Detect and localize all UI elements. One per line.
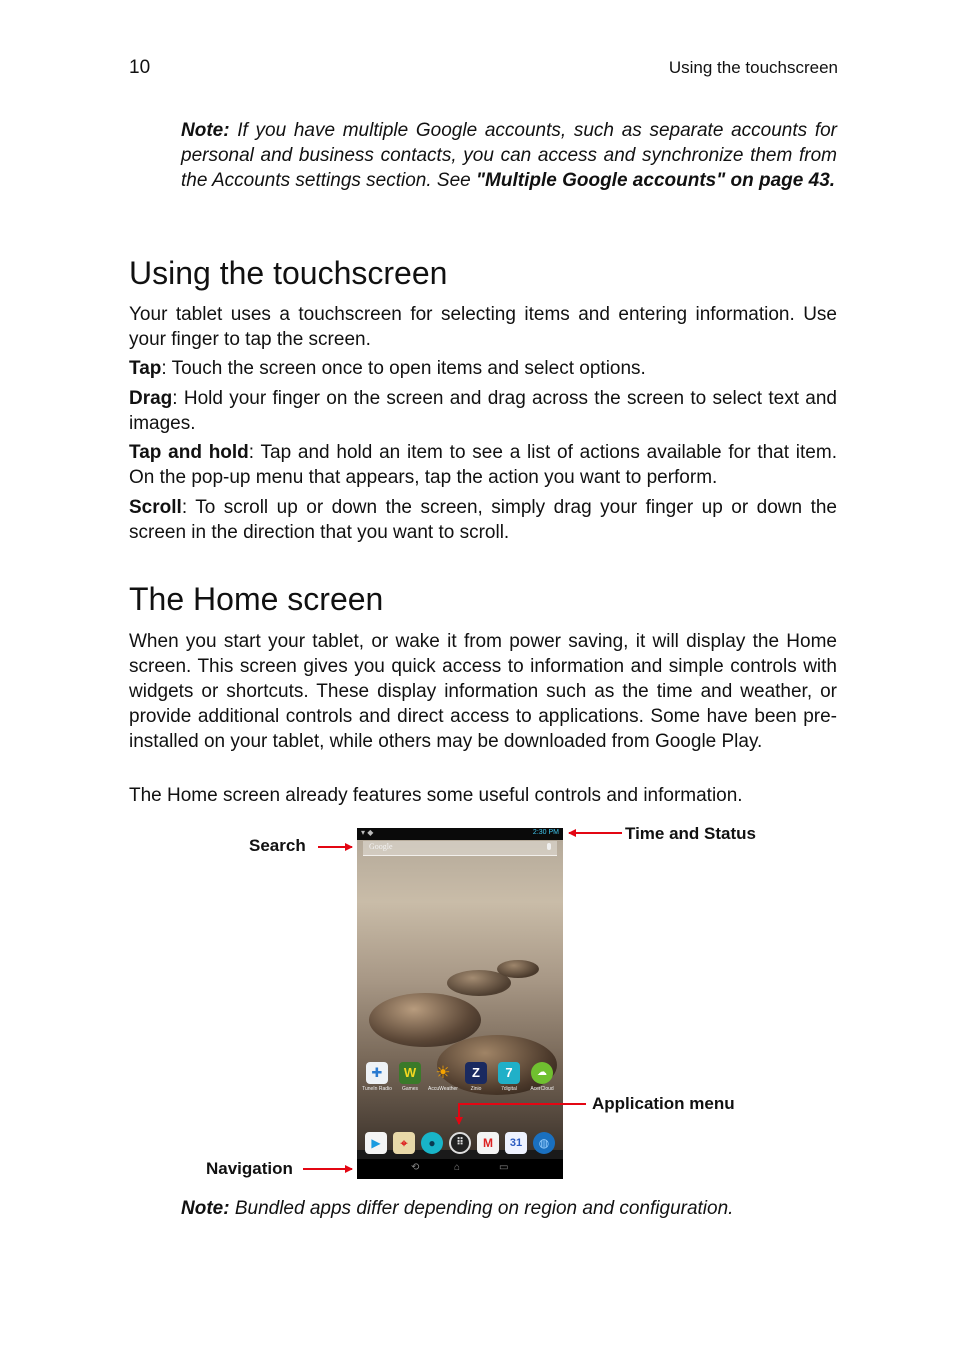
notification-icon: ▾ ◆ [361, 828, 374, 837]
note-label: Note: [181, 120, 230, 141]
cloud-icon: ☁ [531, 1062, 553, 1084]
term-drag: Drag [129, 388, 173, 409]
recent-apps-icon[interactable]: ▭ [499, 1162, 509, 1173]
play-store-icon[interactable]: ▶ [365, 1132, 387, 1154]
note-text: If you have multiple Google accounts, such as separate accounts for personal and business contacts, you can access and synchronize them from the Accounts settings section. See [181, 120, 837, 191]
note-label: Note: [181, 1198, 230, 1219]
label-search: Search [249, 836, 306, 855]
note-reference: "Multiple Google accounts" on page 43 [476, 170, 830, 191]
app-label: Zinio [470, 1086, 482, 1092]
home-screen-description: When you start your tablet, or wake it from power saving, it will display the Home screen. This screen gives you quick access to information and simple controls with widgets or shortcuts. These display information such as the time and weather, or provide additional controls and direct access to applications. Some have been pre-installed on your tablet, while others may be downloaded from Google Play. [129, 631, 837, 752]
label-navigation: Navigation [206, 1159, 293, 1178]
app-label: Games [401, 1086, 419, 1092]
tunein-icon: ✚ [366, 1062, 388, 1084]
note-text: Bundled apps differ depending on region and configuration. [229, 1198, 734, 1219]
desc-tap-and-hold: : Tap and hold an item to see a list of actions available for that item. On the pop-up menu that appears, tap the action you want to perform. [129, 442, 837, 488]
label-time-and-status: Time and Status [625, 824, 756, 843]
app-label: AcerCloud [530, 1086, 554, 1092]
app-label: 7digital [501, 1086, 517, 1092]
term-scroll: Scroll [129, 497, 182, 518]
term-tap-and-hold: Tap and hold [129, 442, 249, 463]
term-tap: Tap [129, 358, 162, 379]
note-bundled-apps [181, 1196, 837, 1221]
home-screen-summary: The Home screen already features some useful controls and information. [129, 785, 743, 806]
back-icon[interactable]: ⟲ [411, 1162, 420, 1173]
app-label: AccuWeather [428, 1086, 458, 1092]
app-label: TuneIn Radio [362, 1086, 392, 1092]
games-icon: W [399, 1062, 421, 1084]
page-number: 10 [129, 57, 151, 78]
touchscreen-intro: Your tablet uses a touchscreen for selecting items and entering information. Use your finger to tap the screen. [129, 304, 837, 350]
home-icon[interactable]: ⌂ [454, 1162, 461, 1173]
media-icon[interactable]: ● [421, 1132, 443, 1154]
calendar-icon[interactable]: 31 [505, 1132, 527, 1154]
desc-drag: : Hold your finger on the screen and drag across the screen to select text and images. [129, 388, 837, 434]
app-menu-arrow [459, 1104, 586, 1124]
zinio-icon: Z [465, 1062, 487, 1084]
7digital-icon: 7 [498, 1062, 520, 1084]
section-title-touchscreen: Using the touchscreen [129, 255, 448, 291]
section-title-home-screen: The Home screen [129, 581, 384, 617]
status-time: 2:30 PM [532, 829, 559, 836]
browser-icon[interactable]: ◍ [533, 1132, 555, 1154]
maps-icon[interactable]: ⌖ [393, 1132, 415, 1154]
desc-scroll: : To scroll up or down the screen, simply drag your finger up or down the screen in the direction that you want to scroll. [129, 497, 837, 543]
running-header: Using the touchscreen [668, 58, 838, 77]
sun-icon: ☀ [435, 1063, 451, 1082]
app-menu-icon[interactable]: ⠿ [449, 1132, 471, 1154]
search-placeholder: Google [369, 842, 393, 851]
label-application-menu: Application menu [592, 1094, 735, 1113]
gmail-icon[interactable]: M [477, 1132, 499, 1154]
desc-tap: : Touch the screen once to open items and select options. [161, 358, 646, 379]
note-end: . [829, 170, 836, 191]
